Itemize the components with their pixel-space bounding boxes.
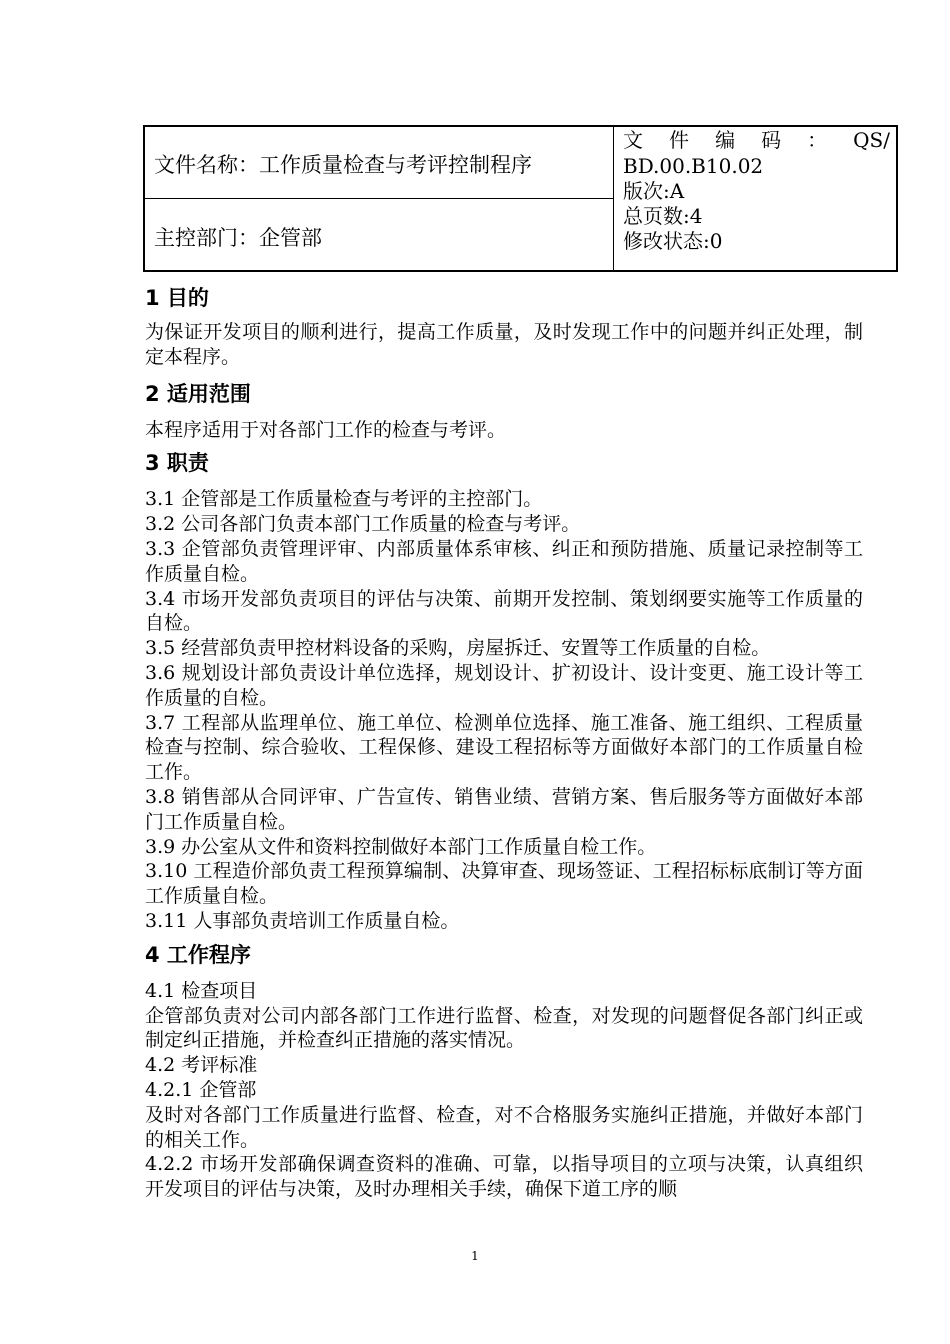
section-heading: 3 职责	[145, 451, 209, 476]
total-pages: 总页数:4	[623, 204, 703, 228]
document-body	[145, 283, 863, 1202]
revision-status: 修改状态:0	[623, 229, 723, 253]
section-purpose	[145, 283, 863, 370]
paragraph: 3.4 市场开发部负责项目的评估与决策、前期开发控制、策划纲要实施等工作质量的自检。	[145, 587, 863, 635]
paragraph: 及时对各部门工作质量进行监督、检查，对不合格服务实施纠正措施，并做好本部门的相关工作。	[145, 1103, 863, 1151]
section-heading: 1 目的	[145, 286, 209, 310]
paragraph: 3.11 人事部负责培训工作质量自检。	[145, 909, 460, 932]
doc-code-value: BD.00.B10.02	[623, 154, 764, 178]
page-number: 1	[471, 1249, 479, 1263]
header-table	[143, 125, 898, 272]
section-heading: 4 工作程序	[145, 942, 251, 967]
paragraph: 本程序适用于对各部门工作的检查与考评。	[145, 418, 507, 441]
paragraph: 3.8 销售部从合同评审、广告宣传、销售业绩、营销方案、售后服务等方面做好本部门工作质量自检。	[145, 785, 863, 833]
header-right-column	[613, 127, 896, 270]
header-left-column	[145, 127, 613, 270]
paragraph: 企管部负责对公司内部各部门工作进行监督、检查，对发现的问题督促各部门纠正或制定纠正措施，并检查纠正措施的落实情况。	[145, 1004, 863, 1052]
paragraph: 为保证开发项目的顺利进行，提高工作质量，及时发现工作中的问题并纠正处理，制定本程序。	[145, 321, 863, 368]
section-procedure	[145, 940, 863, 1202]
paragraph: 3.1 企管部是工作质量检查与考评的主控部门。	[145, 488, 543, 511]
version: 版次:A	[623, 179, 685, 203]
paragraph: 3.7 工程部从监理单位、施工单位、检测单位选择、施工准备、施工组织、工程质量检查与控制、综合验收、工程保修、建设工程招标等方面做好本部门的工作质量自检工作。	[145, 711, 863, 784]
paragraph: 3.6 规划设计部负责设计单位选择，规划设计、扩初设计、设计变更、施工设计等工作质量的自检。	[145, 661, 863, 709]
controlling-dept: 主控部门：企管部	[154, 226, 322, 250]
doc-code-label: 文 件 编 码 ： QS/	[623, 128, 890, 152]
section-responsibilities	[145, 448, 863, 933]
paragraph: 3.2 公司各部门负责本部门工作质量的检查与考评。	[145, 513, 581, 536]
dept-cell	[145, 199, 613, 270]
paragraph: 4.2.2 市场开发部确保调查资料的准确、可靠，以指导项目的立项与决策，认真组织开发项目的评估与决策，及时办理相关手续，确保下道工序的顺	[145, 1153, 863, 1201]
paragraph: 4.1 检查项目	[145, 979, 258, 1002]
doc-name-cell	[145, 127, 613, 199]
paragraph: 4.2 考评标准	[145, 1054, 258, 1077]
paragraph: 3.5 经营部负责甲控材料设备的采购，房屋拆迁、安置等工作质量的自检。	[145, 637, 771, 660]
doc-name: 文件名称：工作质量检查与考评控制程序	[154, 153, 532, 177]
paragraph: 3.9 办公室从文件和资料控制做好本部门工作质量自检工作。	[145, 835, 657, 858]
section-scope	[145, 379, 863, 443]
paragraph: 3.3 企管部负责管理评审、内部质量体系审核、纠正和预防措施、质量记录控制等工作质量自检。	[145, 537, 863, 585]
paragraph: 3.10 工程造价部负责工程预算编制、决算审查、现场签证、工程招标标底制订等方面工作质量自检。	[145, 860, 863, 908]
paragraph: 4.2.1 企管部	[145, 1078, 257, 1101]
section-heading: 2 适用范围	[145, 381, 251, 406]
